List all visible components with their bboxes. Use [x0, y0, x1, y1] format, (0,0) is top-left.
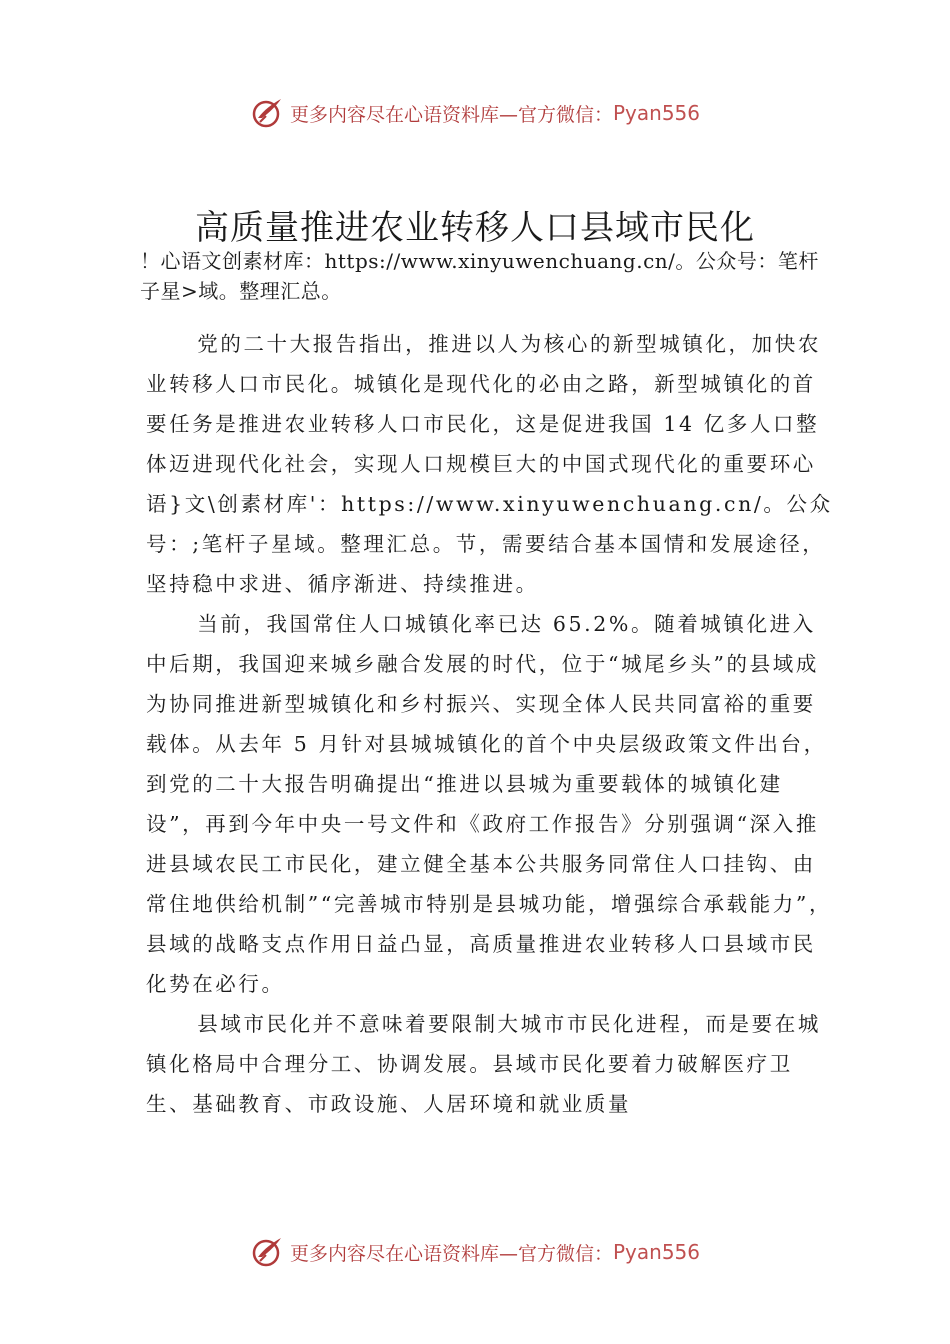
watermark-header	[0, 96, 950, 130]
quill-logo-icon	[250, 1235, 284, 1269]
document-body	[146, 324, 836, 1124]
watermark-wechat-handle: Pyan556	[613, 1240, 701, 1264]
paragraph: 县域市民化并不意味着要限制大城市市民化进程，而是要在城镇化格局中合理分工、协调发展。县域市民化要着力破解医疗卫生、基础教育、市政设施、人居环境和就业质量	[146, 1012, 821, 1116]
watermark-footer	[0, 1235, 950, 1269]
paragraph: 党的二十大报告指出，推进以人为核心的新型城镇化，加快农业转移人口市民化。城镇化是现代化的必由之路，新型城镇化的首要任务是推进农业转移人口市民化，这是促进我国 14 亿多人口整体迈进现代化社会，实现人口规模巨大的中国式现代化的重要环心语}文\创素材库'：https://www.xinyuwenchuang.cn/。公众号：;笔杆子星域。整理汇总。节，需要结合基本国情和发展途径，坚持稳中求进、循序渐进、持续推进。	[146, 332, 833, 596]
quill-logo-icon	[250, 96, 284, 130]
document-title: 高质量推进农业转移人口县域市民化	[195, 208, 755, 248]
watermark-text: 更多内容尽在心语资料库—官方微信：	[289, 1242, 613, 1265]
source-note: ！心语文创素材库：https://www.xinyuwenchuang.cn/。公众号：笔杆子星>域。整理汇总。	[140, 249, 819, 303]
watermark-text: 更多内容尽在心语资料库—官方微信：	[289, 103, 613, 126]
paragraph: 当前，我国常住人口城镇化率已达 65.2%。随着城镇化进入中后期，我国迎来城乡融合发展的时代，位于“城尾乡头”的县域成为协同推进新型城镇化和乡村振兴、实现全体人民共同富裕的重要载体。从去年 5 月针对县城城镇化的首个中央层级政策文件出台，到党的二十大报告明确提出“推进以县城为重要载体的城镇化建设”，再到今年中央一号文件和《政府工作报告》分别强调“深入推进县域农民工市民化，建立健全基本公共服务同常住人口挂钩、由常住地供给机制”“完善城市特别是县城功能，增强综合承载能力”，县域的战略支点作用日益凸显，高质量推进农业转移人口县域市民化势在必行。	[146, 612, 833, 996]
watermark-wechat-handle: Pyan556	[613, 101, 701, 125]
